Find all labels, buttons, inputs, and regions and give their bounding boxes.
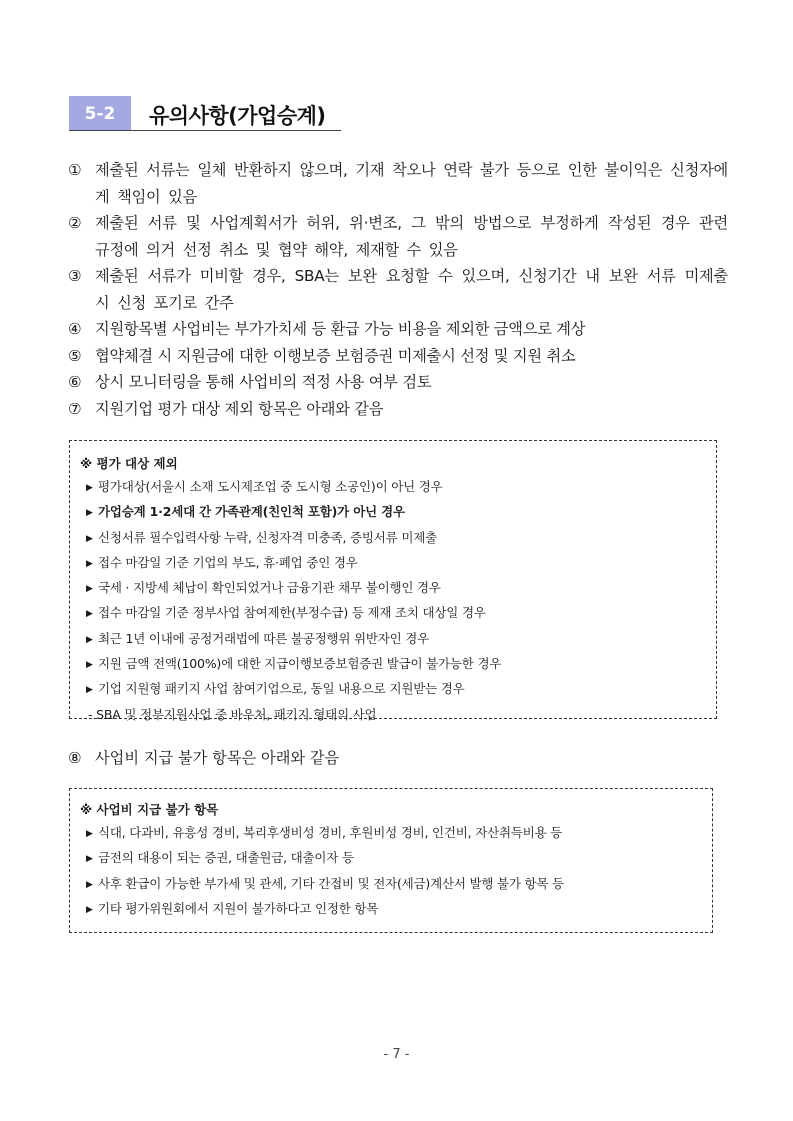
section-underline bbox=[69, 130, 341, 131]
list-item: ▶ 지원 금액 전액(100%)에 대한 지급이행보증보험증권 발급이 불가능한 경우 bbox=[80, 652, 716, 677]
list-item: ▶ 국세 · 지방세 체납이 확인되었거나 금융기관 채무 불이행인 경우 bbox=[80, 576, 716, 601]
note-item bbox=[68, 343, 728, 370]
list-item: ▶ 평가대상(서울시 소재 도시제조업 중 도시형 소공인)이 아닌 경우 bbox=[80, 475, 716, 500]
note-item bbox=[68, 396, 728, 423]
note-number: ④ bbox=[68, 320, 82, 338]
nonpayable-items-box bbox=[69, 788, 713, 933]
note-text: 지원기업 평가 대상 제외 항목은 아래와 같음 bbox=[95, 399, 384, 418]
triangle-bullet-icon: ▶ bbox=[86, 508, 93, 519]
list-item: ▶ 접수 마감일 기준 기업의 부도, 휴·폐업 중인 경우 bbox=[80, 551, 716, 576]
triangle-bullet-icon: ▶ bbox=[86, 533, 93, 544]
list-item: ▶ 사후 환급이 가능한 부가세 및 관세, 기타 간접비 및 전자(세금)계산서 발행 불가 항목 등 bbox=[80, 872, 712, 897]
triangle-bullet-icon: ▶ bbox=[86, 634, 93, 645]
note-number: ⑤ bbox=[68, 346, 82, 365]
note-item bbox=[68, 157, 728, 210]
note-number: ⑦ bbox=[68, 399, 82, 418]
note-item bbox=[68, 263, 728, 316]
list-item: ▶ 가업승계 1·2세대 간 가족관계(친인척 포함)가 아닌 경우 bbox=[80, 500, 716, 525]
note-text: 상시 모니터링을 통해 사업비의 적정 사용 여부 검토 bbox=[95, 373, 432, 391]
note-item bbox=[68, 316, 728, 343]
section-title: 유의사항(가업승계) bbox=[149, 104, 326, 128]
triangle-bullet-icon: ▶ bbox=[86, 584, 93, 595]
note-item bbox=[68, 210, 728, 263]
triangle-bullet-icon: ▶ bbox=[86, 829, 93, 839]
triangle-bullet-icon: ▶ bbox=[86, 879, 93, 890]
triangle-bullet-icon: ▶ bbox=[86, 483, 93, 493]
note-number: ⑧ bbox=[68, 749, 82, 767]
note-text: 제출된 서류 및 사업계획서가 허위, 위·변조, 그 밖의 방법으로 부정하게 작성된 경우 관련 규정에 의거 선정 취소 및 협약 해약, 제재할 수 있음 bbox=[95, 214, 728, 259]
triangle-bullet-icon: ▶ bbox=[86, 558, 93, 569]
section-header bbox=[69, 96, 341, 132]
note-number: ⑥ bbox=[68, 373, 82, 391]
list-item: ▶ 신청서류 필수입력사항 누락, 신청자격 미충족, 증빙서류 미제출 bbox=[80, 526, 716, 551]
evaluation-exclusion-box bbox=[69, 440, 717, 722]
triangle-bullet-icon: ▶ bbox=[86, 904, 93, 915]
sub-list-item: - SBA 및 정부지원사업 중 바우처, 패키지 형태의 사업 bbox=[88, 706, 377, 722]
triangle-bullet-icon: ▶ bbox=[86, 854, 93, 865]
note-number: ① bbox=[68, 161, 82, 179]
list-item: ▶ 최근 1년 이내에 공정거래법에 따른 불공정행위 위반자인 경우 bbox=[80, 627, 716, 652]
page-number: - 7 - bbox=[383, 1047, 410, 1062]
triangle-bullet-icon: ▶ bbox=[86, 609, 93, 620]
note-item bbox=[68, 369, 728, 396]
list-item: ▶ 접수 마감일 기준 정부사업 참여제한(부정수급) 등 제재 조치 대상일 경우 bbox=[80, 601, 716, 626]
note-text: 지원항목별 사업비는 부가가치세 등 환급 가능 비용을 제외한 금액으로 계상 bbox=[95, 320, 586, 338]
note-item bbox=[68, 745, 339, 771]
box-title: ※ 사업비 지급 불가 항목 bbox=[80, 802, 219, 817]
list-item: ▶ 식대, 다과비, 유흥성 경비, 복리후생비성 경비, 후원비성 경비, 인건비, 자산취득비용 등 bbox=[80, 821, 712, 846]
triangle-bullet-icon: ▶ bbox=[86, 685, 93, 696]
note-text: 제출된 서류는 일체 반환하지 않으며, 기재 착오나 연락 불가 등으로 인한 불이익은 신청자에게 책임이 있음 bbox=[95, 161, 728, 206]
note-number: ③ bbox=[68, 267, 82, 285]
box-title: ※ 평가 대상 제외 bbox=[80, 456, 178, 471]
list-item: ▶ 금전의 대용이 되는 증권, 대출원금, 대출이자 등 bbox=[80, 846, 712, 871]
note-text: 협약체결 시 지원금에 대한 이행보증 보험증권 미제출시 선정 및 지원 취소 bbox=[95, 346, 576, 365]
list-item: ▶ 기타 평가위원회에서 지원이 불가하다고 인정한 항목 bbox=[80, 897, 712, 922]
note-text: 제출된 서류가 미비할 경우, SBA는 보완 요청할 수 있으며, 신청기간 내 보완 서류 미제출 시 신청 포기로 간주 bbox=[95, 267, 728, 312]
triangle-bullet-icon: ▶ bbox=[86, 660, 93, 671]
notes-list bbox=[68, 157, 728, 422]
section-number: 5-2 bbox=[69, 96, 131, 131]
note-number: ② bbox=[68, 214, 82, 232]
list-item: ▶ 기업 지원형 패키지 사업 참여기업으로, 동일 내용으로 지원받는 경우 bbox=[80, 677, 716, 702]
note-text: 사업비 지급 불가 항목은 아래와 같음 bbox=[95, 749, 340, 767]
